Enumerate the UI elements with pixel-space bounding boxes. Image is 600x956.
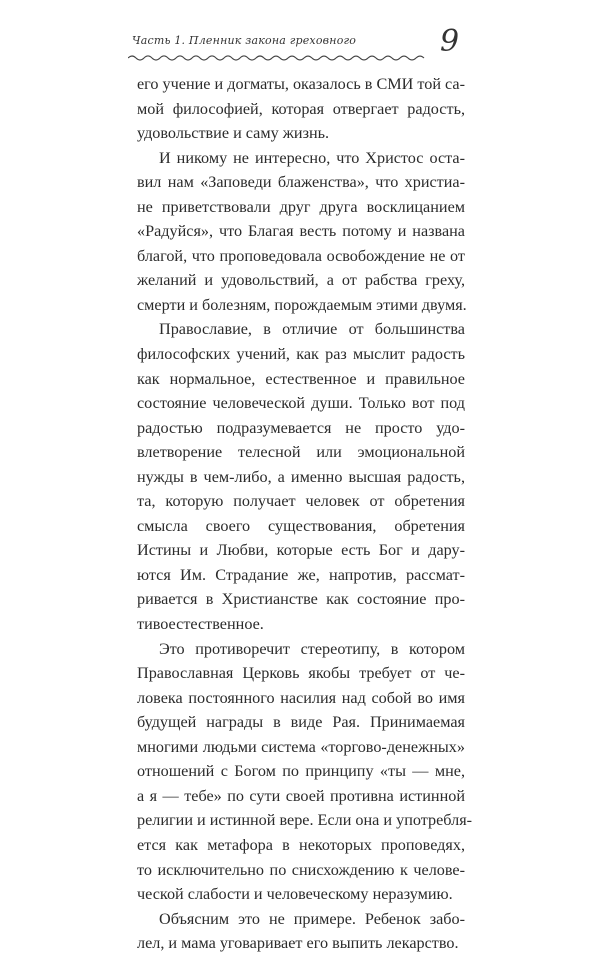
text-line: философских учений, как раз мыслит радость <box>137 345 465 364</box>
text-line: влетворение телесной или эмоциональной <box>137 443 465 462</box>
text-line: ются Им. Страдание же, напротив, рассмат- <box>137 565 465 584</box>
text-line: ривается в Христианстве как состояние про- <box>137 590 465 609</box>
text-line: Это противоречит стереотипу, в котором <box>159 639 465 658</box>
text-line: будущей награды в виде Рая. Принимаемая <box>137 713 465 732</box>
text-line: Православие, в отличие от большинства <box>159 320 465 339</box>
text-line: радостью подразумевается не просто удо- <box>137 418 465 437</box>
text-line: Православная Церковь якобы требует от че- <box>137 664 465 683</box>
text-line: мой философией, которая отвергает радость, <box>137 99 465 118</box>
text-line: нужды в чем-либо, а именно высшая радость, <box>137 467 465 486</box>
text-line: та, которую получает человек от обретения <box>137 492 465 511</box>
text-line: смысла своего существования, обретения <box>137 516 465 535</box>
text-line: то исключительно по снисхождению к челове- <box>137 860 465 879</box>
text-line: а я — тебе» по сути своей противна истинной <box>137 786 465 805</box>
text-line: И никому не интересно, что Христос оста- <box>159 148 465 167</box>
decorative-wave-rule <box>128 54 428 62</box>
text-line: многими людьми система «торгово-денежных» <box>137 737 465 756</box>
text-line: религии и истинной вере. Если она и употребля- <box>137 811 473 830</box>
running-title: Часть 1. Пленник закона греховного <box>132 34 357 47</box>
text-line: смерти и болезням, порождаемым этими двумя. <box>137 295 467 314</box>
text-line: его учение и догматы, оказалось в СМИ той са- <box>137 75 465 93</box>
text-line: ловека постоянного насилия над собой во имя <box>137 688 465 707</box>
text-line: благой, что проповедовала освобождение не от <box>137 246 465 265</box>
text-line: Истины и Любви, которые есть Бог и дару- <box>137 541 465 560</box>
text-line: «Радуйся», что Благая весть потому и названа <box>137 222 465 241</box>
page-number: 9 <box>440 24 460 59</box>
text-line: как нормальное, естественное и правильное <box>137 369 465 388</box>
text-line: ется как метафора в некоторых проповедях, <box>137 835 465 854</box>
text-line: желаний и удовольствий, а от рабства греху, <box>137 271 465 290</box>
text-line: тивоестественное. <box>137 615 264 634</box>
text-line: ческой слабости и человеческому неразумию. <box>137 885 453 904</box>
text-line: не приветствовали друг друга восклицанием <box>137 197 465 216</box>
text-line: лел, и мама уговаривает его выпить лекарство. <box>137 934 459 953</box>
text-line: Объясним это не примере. Ребенок забо- <box>159 909 465 928</box>
text-line: удовольствие и саму жизнь. <box>137 124 330 143</box>
body-text <box>137 72 473 956</box>
text-line: состояние человеческой души. Только вот под <box>137 394 465 413</box>
text-line: отношений с Богом по принципу «ты — мне, <box>137 762 465 781</box>
text-line: вил нам «Заповеди блаженства», что христиа- <box>137 173 465 192</box>
running-header <box>128 24 468 62</box>
